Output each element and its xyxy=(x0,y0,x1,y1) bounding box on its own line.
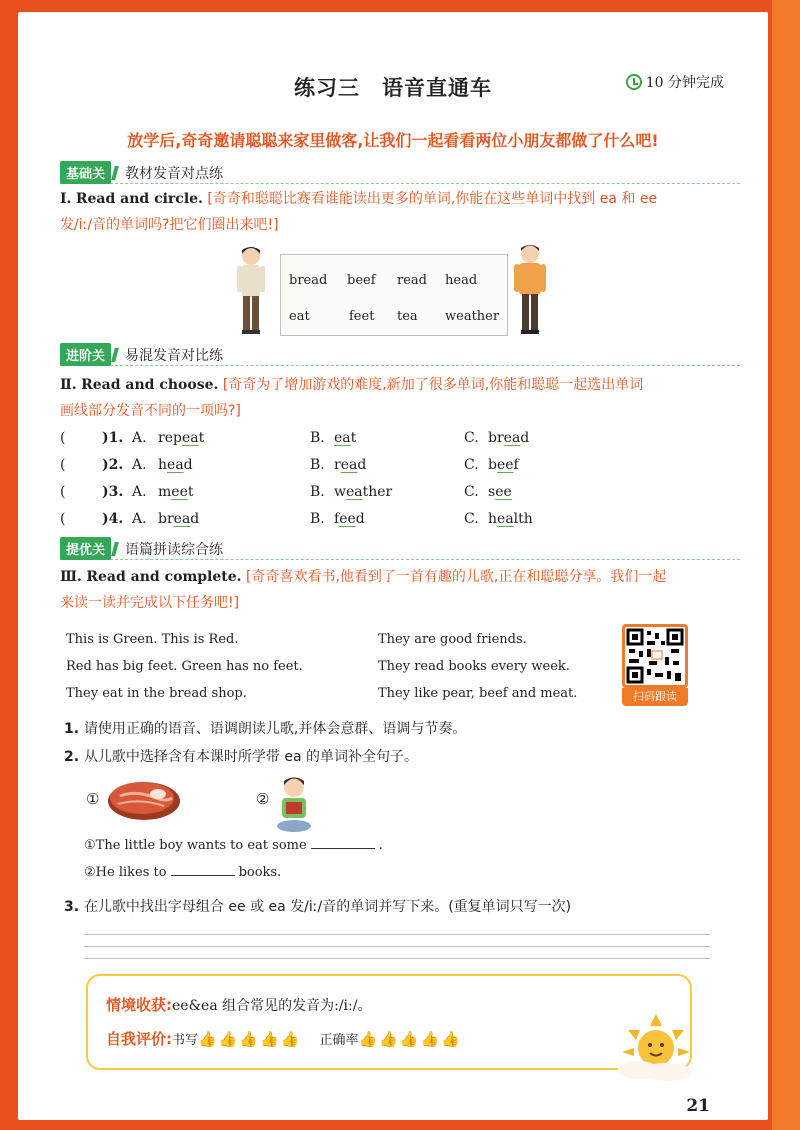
task-1: 1. 请使用正确的语音、语调朗读儿歌,并体会意群、语调与节奏。 xyxy=(64,721,467,737)
fill-blank[interactable] xyxy=(171,875,235,876)
poem-line: They eat in the bread shop. xyxy=(66,686,247,701)
sun-cloud-icon xyxy=(614,1012,700,1082)
section-tag: 进阶关 xyxy=(60,343,111,366)
steak-picture xyxy=(106,776,182,822)
thumb-icon[interactable]: 👍 xyxy=(239,1029,259,1048)
option-a[interactable]: bread xyxy=(158,511,200,527)
writing-line[interactable] xyxy=(84,934,710,935)
section-tag: 提优关 xyxy=(60,537,111,560)
thumb-icon[interactable]: 👍 xyxy=(379,1029,398,1048)
word-item[interactable]: eat xyxy=(289,309,310,324)
answer-blank[interactable]: )4. xyxy=(102,511,124,527)
answer-blank[interactable]: )1. xyxy=(102,430,124,446)
thumb-icon[interactable]: 👍 xyxy=(420,1029,440,1048)
thumb-icon[interactable]: 👍 xyxy=(218,1029,238,1048)
boy-figure-left xyxy=(234,244,268,336)
page-edge-strip xyxy=(772,0,800,1130)
option-a[interactable]: repeat xyxy=(158,430,205,446)
answer-blank[interactable]: )2. xyxy=(102,457,124,473)
poem-right xyxy=(378,626,577,707)
choice-row: ( )2. A. head B. read C. beef xyxy=(60,457,519,473)
word-item[interactable]: beef xyxy=(347,273,376,288)
self-evaluation: 自我评价: 书写 👍 👍 👍 👍 👍 正确率 👍 👍 👍 👍 👍 xyxy=(106,1029,460,1048)
option-b[interactable]: feed xyxy=(334,511,365,527)
option-c[interactable]: beef xyxy=(488,457,519,473)
timer-badge xyxy=(626,72,724,92)
qr-label: 扫码跟读 xyxy=(622,688,688,706)
word-item[interactable]: weather xyxy=(445,309,500,324)
option-b[interactable]: eat xyxy=(334,430,357,446)
word-item[interactable]: tea xyxy=(397,309,418,324)
picture-label-1: ① xyxy=(86,790,100,808)
thumb-icon[interactable]: 👍 xyxy=(198,1029,217,1048)
clock-icon xyxy=(626,74,642,90)
poem-line: They are good friends. xyxy=(378,632,527,647)
intro-text: 放学后,奇奇邀请聪聪来家里做客,让我们一起看看两位小朋友都做了什么吧! xyxy=(127,131,659,150)
choice-row: ( )1. A. repeat B. eat C. bread xyxy=(60,430,530,446)
section-tag: 基础关 xyxy=(60,161,111,184)
task-3: 3. 在儿歌中找出字母组合 ee 或 ea 发/iː/音的单词并写下来。(重复单词只写一次) xyxy=(64,899,572,915)
summary-box xyxy=(86,974,692,1070)
sentence-2: ②He likes to books. xyxy=(84,865,282,880)
thumb-icon[interactable]: 👍 xyxy=(399,1029,419,1048)
thumb-icon[interactable]: 👍 xyxy=(280,1029,300,1048)
timer-text: 10 分钟完成 xyxy=(645,75,724,91)
writing-line[interactable] xyxy=(84,958,710,959)
fill-blank[interactable] xyxy=(311,848,375,849)
qr-code-widget[interactable] xyxy=(622,624,688,708)
word-box xyxy=(280,254,508,336)
word-item[interactable]: read xyxy=(397,273,427,288)
poem-line: They read books every week. xyxy=(378,659,570,674)
poem-line: They like pear, beef and meat. xyxy=(378,686,578,701)
sentence-1: ①The little boy wants to eat some . xyxy=(84,838,383,853)
option-c[interactable]: see xyxy=(488,484,512,500)
question-2-heading: Ⅱ. Read and choose. [奇奇为了增加游戏的难度,新加了很多单词,你能和聪聪一起选出单词 画线部分发音不同的一项吗?] xyxy=(60,377,644,419)
thumb-icon[interactable]: 👍 xyxy=(358,1029,378,1048)
section-title: 语篇拼读综合练 xyxy=(125,541,224,558)
option-b[interactable]: weather xyxy=(334,484,393,500)
section-bar-basic xyxy=(60,162,740,184)
section-bar-advanced xyxy=(60,344,740,366)
boy-figure-right xyxy=(512,242,548,336)
section-bar-improve xyxy=(60,538,740,560)
choice-row: ( )3. A. meet B. weather C. see xyxy=(60,484,512,500)
poem-line: This is Green. This is Red. xyxy=(66,632,239,647)
reading-boy-picture xyxy=(274,774,314,836)
word-item[interactable]: bread xyxy=(289,273,328,288)
page-number: 21 xyxy=(686,1096,710,1116)
option-c[interactable]: bread xyxy=(488,430,530,446)
question-3-heading: Ⅲ. Read and complete. [奇奇喜欢看书,他看到了一首有趣的儿歌,正在和聪聪分享。我们一起 来读一读并完成以下任务吧!] xyxy=(60,569,667,611)
thumb-icon[interactable]: 👍 xyxy=(260,1029,279,1048)
poem-left xyxy=(66,626,303,707)
poem-line: Red has big feet. Green has no feet. xyxy=(66,659,303,674)
word-item[interactable]: feet xyxy=(349,309,375,324)
section-title: 教材发音对点练 xyxy=(125,165,224,182)
page-title: 练习三 语音直通车 xyxy=(294,75,492,100)
option-a[interactable]: head xyxy=(158,457,193,473)
writing-line[interactable] xyxy=(84,946,710,947)
summary-gain: 情境收获:ee&ea 组合常见的发音为:/iː/。 xyxy=(106,996,372,1014)
choice-row: ( )4. A. bread B. feed C. health xyxy=(60,511,533,527)
option-a[interactable]: meet xyxy=(158,484,194,500)
option-b[interactable]: read xyxy=(334,457,367,473)
picture-label-2: ② xyxy=(256,790,270,808)
section-title: 易混发音对比练 xyxy=(125,347,224,364)
answer-blank[interactable]: )3. xyxy=(102,484,124,500)
task-2: 2. 从儿歌中选择含有本课时所学带 ea 的单词补全句子。 xyxy=(64,749,419,765)
word-item[interactable]: head xyxy=(445,273,478,288)
question-1-heading: Ⅰ. Read and circle. [奇奇和聪聪比赛看谁能读出更多的单词,你能在这些单词中找到 ea 和 ee 发/iː/音的单词吗?把它们圈出来吧!] xyxy=(60,191,658,233)
option-c[interactable]: health xyxy=(488,511,533,527)
workbook-page xyxy=(18,12,768,1120)
qr-code-icon xyxy=(622,624,688,688)
thumb-icon[interactable]: 👍 xyxy=(441,1029,460,1048)
